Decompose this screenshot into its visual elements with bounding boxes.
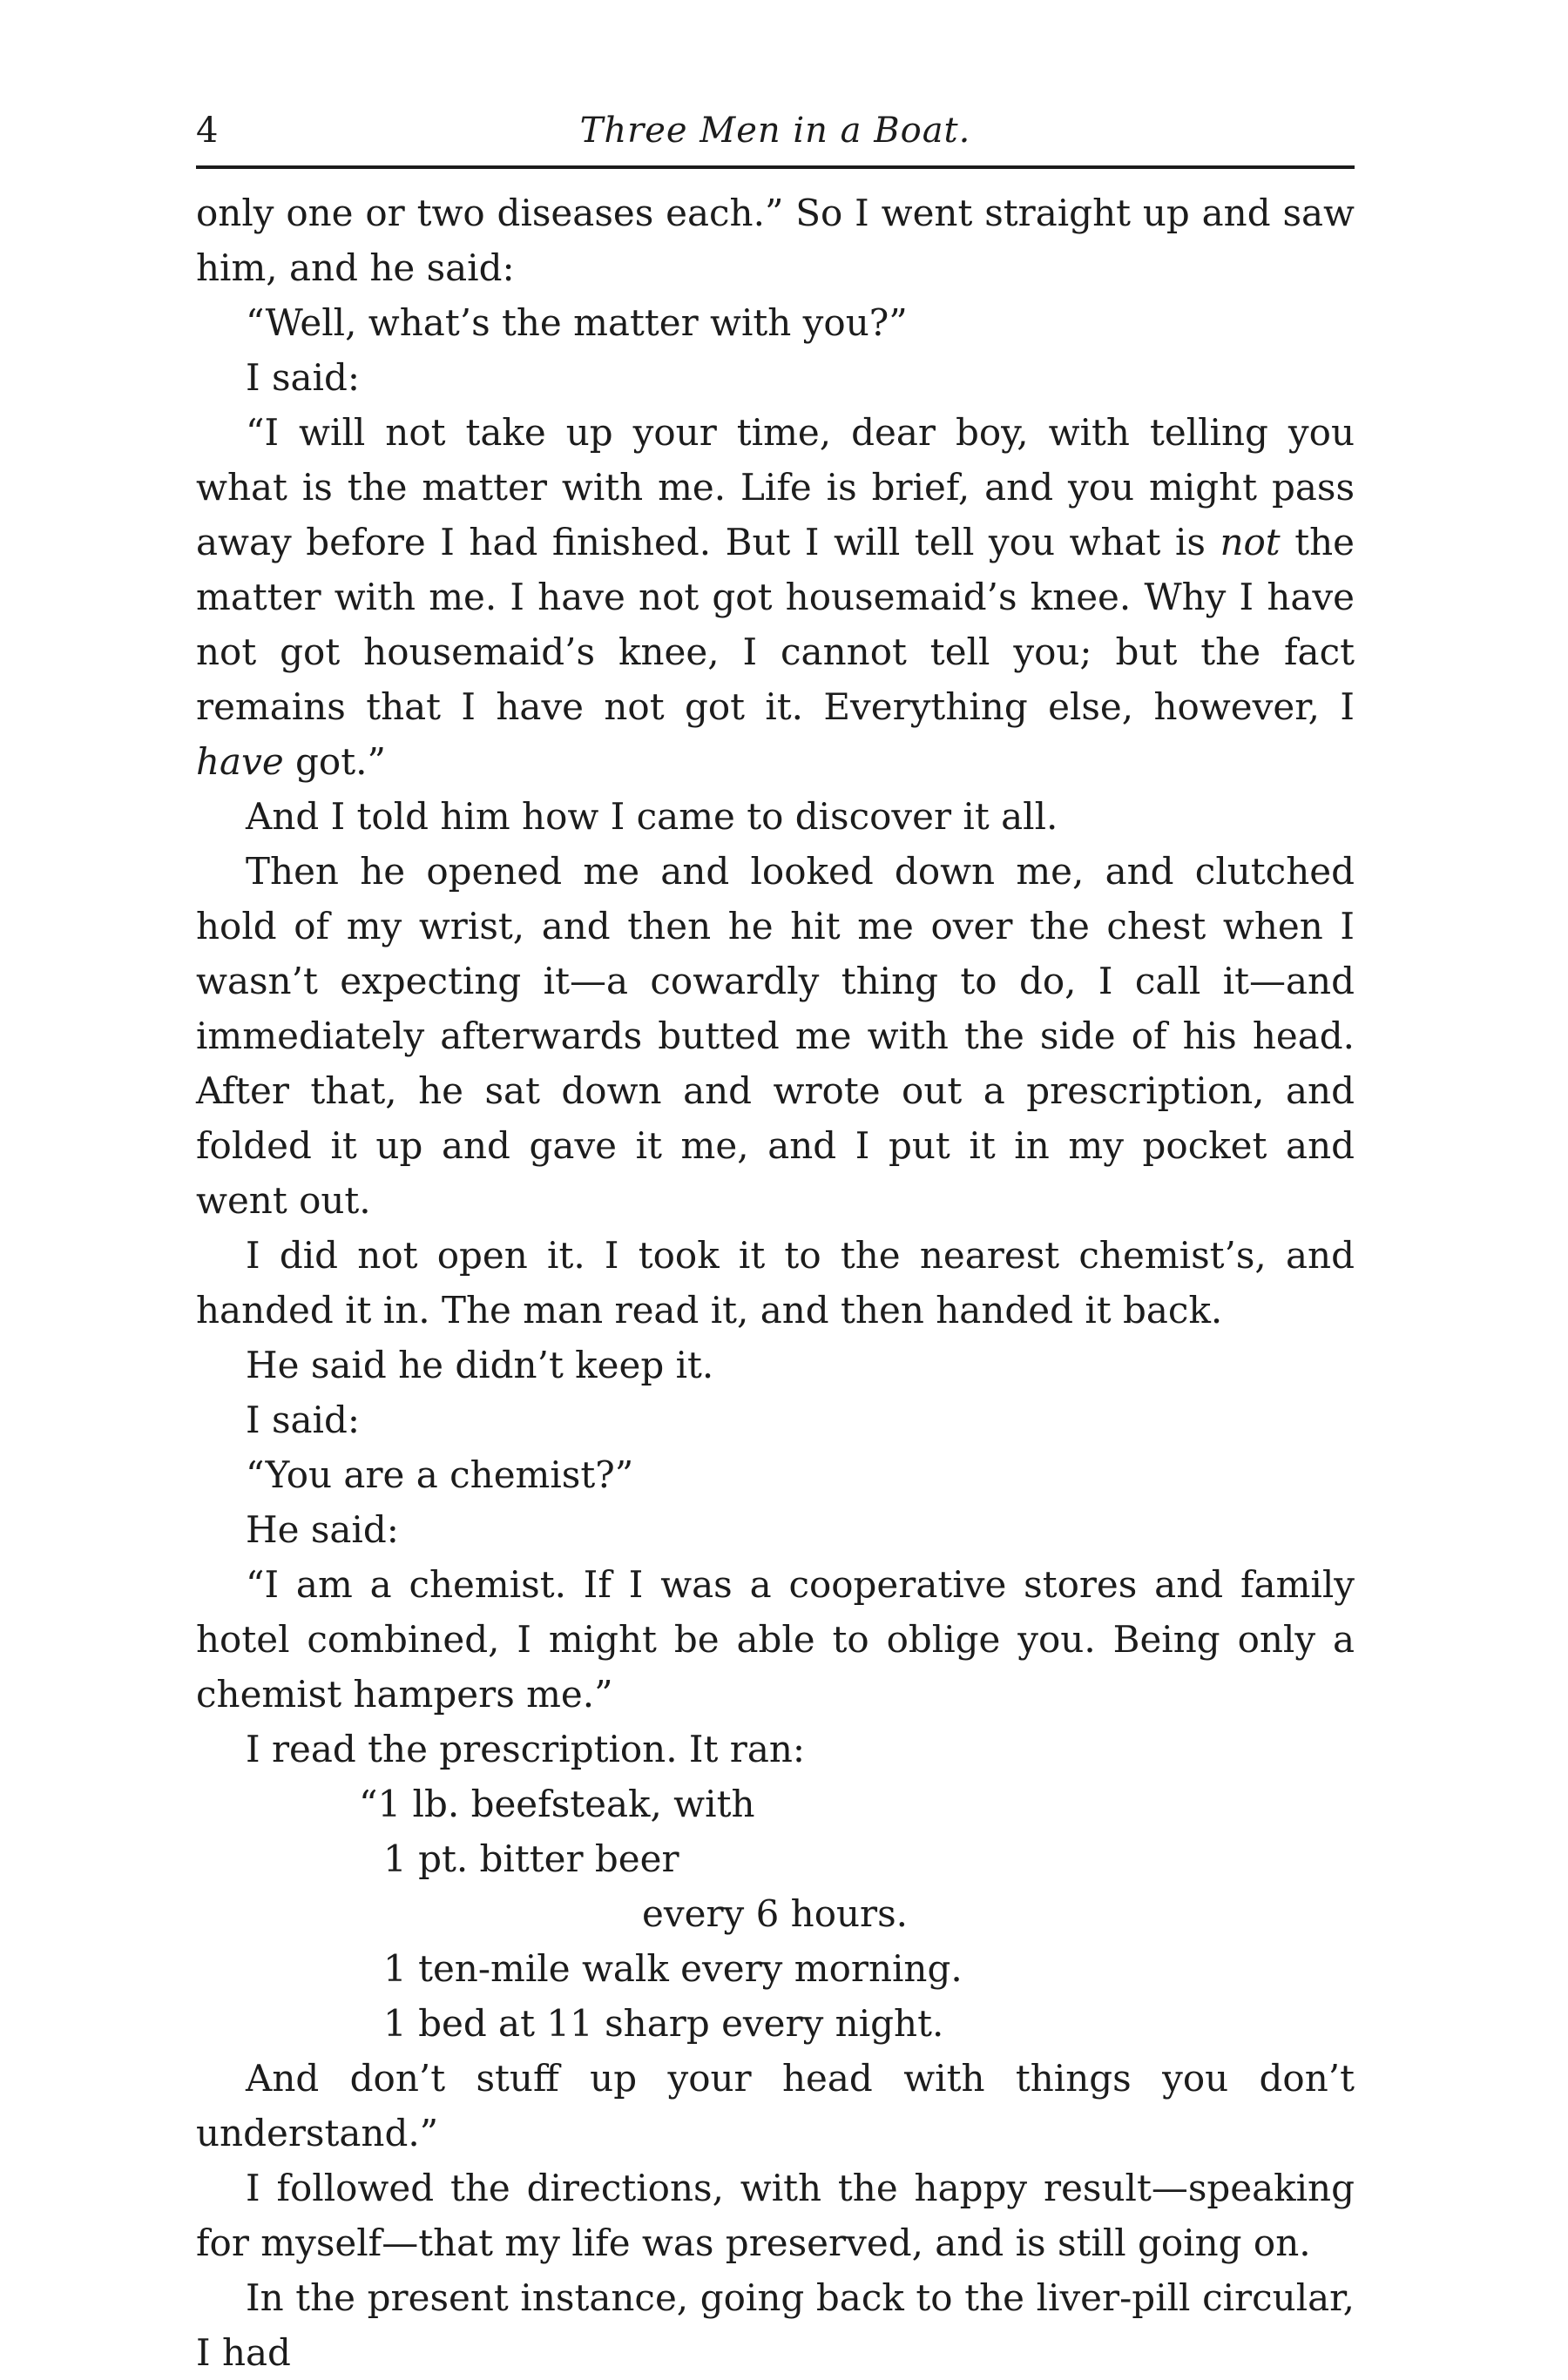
prescription-line: “1 lb. beefsteak, with bbox=[359, 1783, 755, 1825]
paragraph bbox=[196, 1722, 1355, 1777]
paragraph-text: “Well, what’s the matter with you?” bbox=[246, 301, 908, 344]
paragraph bbox=[196, 295, 1355, 350]
paragraph-text: the matter with me. I have not got housemaid’s knee. Why I have not got housemaid’s knee, I cannot tell you; but the fact remains that I have not got it. Everything else, however, I bbox=[196, 521, 1355, 728]
paragraph bbox=[196, 1338, 1355, 1392]
paragraph bbox=[196, 1447, 1355, 1502]
paragraph-text: “You are a chemist?” bbox=[246, 1453, 634, 1496]
paragraph-text: got.” bbox=[283, 740, 386, 783]
prescription-block bbox=[196, 1777, 1355, 2051]
paragraph-group bbox=[196, 185, 1355, 1777]
prescription-line: 1 ten-mile walk every morning. bbox=[383, 1947, 963, 1990]
paragraph bbox=[196, 1557, 1355, 1722]
paragraph-text: I read the prescription. It ran: bbox=[246, 1728, 806, 1770]
paragraph-text: I said: bbox=[246, 356, 361, 399]
prescription-line: every 6 hours. bbox=[642, 1892, 909, 1935]
paragraph-text: And I told him how I came to discover it all. bbox=[246, 795, 1058, 838]
italic-text: have bbox=[196, 740, 284, 783]
paragraph bbox=[196, 350, 1355, 405]
paragraph bbox=[196, 789, 1355, 844]
paragraph bbox=[196, 405, 1355, 789]
paragraph: In the present instance, going back to the liver-pill circular, I had bbox=[196, 2276, 1355, 2374]
paragraph-text: “I am a chemist. If I was a cooperative stores and family hotel combined, I might be able to oblige you. Being only a chemist hampers me.” bbox=[196, 1563, 1355, 1716]
page-number: 4 bbox=[196, 111, 219, 151]
paragraph bbox=[196, 844, 1355, 1228]
paragraph-text: “I will not take up your time, dear boy, with telling you what is the matter with me. Life is brief, and you might pass away before I had finished. But I will tell you what is bbox=[196, 411, 1355, 563]
italic-text: not bbox=[1220, 521, 1281, 563]
paragraph: I followed the directions, with the happy result—speaking for myself—that my life was preserved, and is still going on. bbox=[196, 2167, 1355, 2264]
paragraph-text: He said: bbox=[246, 1508, 399, 1551]
running-title: Three Men in a Boat. bbox=[579, 111, 971, 151]
paragraph bbox=[196, 1392, 1355, 1447]
paragraph bbox=[196, 1228, 1355, 1338]
paragraph-text: He said he didn’t keep it. bbox=[246, 1344, 714, 1386]
paragraph: And don’t stuff up your head with things you don’t understand.” bbox=[196, 2057, 1355, 2154]
closing-paragraph-group bbox=[196, 2051, 1355, 2380]
prescription-line: 1 bed at 11 sharp every night. bbox=[383, 2002, 944, 2045]
body-text bbox=[196, 185, 1355, 2380]
paragraph-text: I said: bbox=[246, 1399, 361, 1441]
paragraph-text: I did not open it. I took it to the nearest chemist’s, and handed it in. The man read it, and then handed it back. bbox=[196, 1234, 1355, 1332]
paragraph-text: only one or two diseases each.” So I went straight up and saw him, and he said: bbox=[196, 192, 1355, 289]
paragraph bbox=[196, 185, 1355, 295]
prescription-line: 1 pt. bitter beer bbox=[383, 1837, 679, 1880]
running-header bbox=[196, 103, 1355, 169]
paragraph bbox=[196, 1502, 1355, 1557]
paragraph-text: Then he opened me and looked down me, and clutched hold of my wrist, and then he hit me over the chest when I wasn’t expecting it—a cowardly thing to do, I call it—and immediately afterwards butted me with the side of his head. After that, he sat down and wrote out a prescription, and folded it up and gave it me, and I put it in my pocket and went out. bbox=[196, 850, 1355, 1222]
